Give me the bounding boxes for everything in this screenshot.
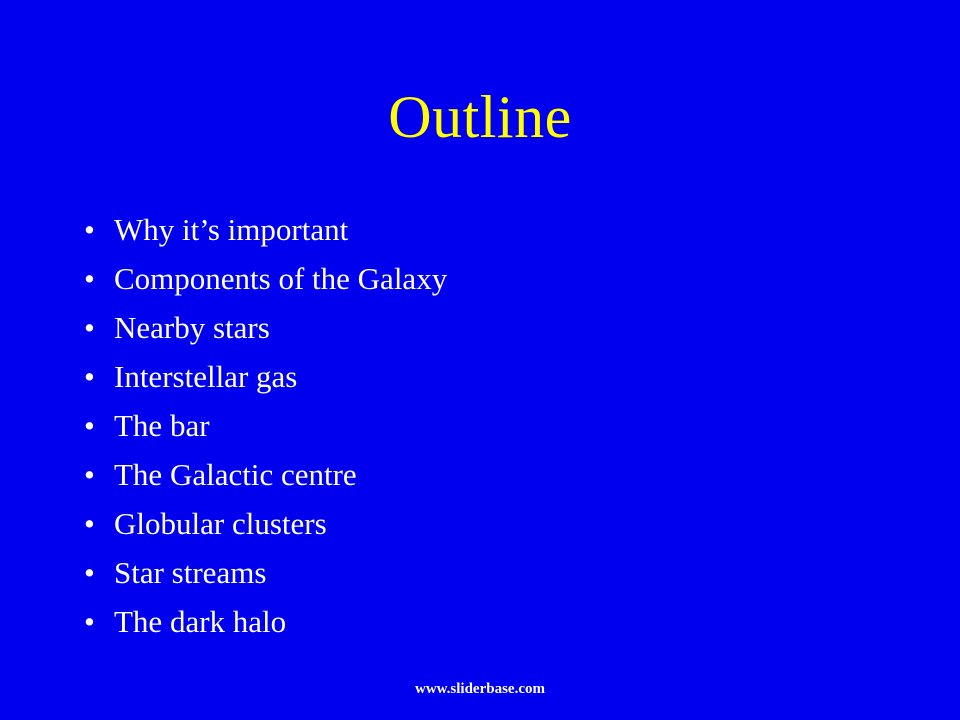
list-item-label: Components of the Galaxy <box>114 261 448 296</box>
bullet-dot-icon: • <box>84 408 95 443</box>
bullet-dot-icon: • <box>84 212 95 247</box>
list-item-label: Interstellar gas <box>114 359 298 394</box>
list-item <box>72 499 872 548</box>
list-item <box>72 450 872 499</box>
bullet-dot-icon: • <box>84 261 95 296</box>
list-item <box>72 254 872 303</box>
list-item-label: The Galactic centre <box>114 457 357 492</box>
list-item <box>72 548 872 597</box>
bullet-dot-icon: • <box>84 506 95 541</box>
bullet-dot-icon: • <box>84 604 95 639</box>
bullet-dot-icon: • <box>84 310 95 345</box>
bullet-dot-icon: • <box>84 359 95 394</box>
page-title: Outline <box>388 84 572 150</box>
list-item <box>72 303 872 352</box>
list-item-label: Globular clusters <box>114 506 327 541</box>
list-item <box>72 205 872 254</box>
list-item-label: The bar <box>114 408 210 443</box>
list-item-label: Nearby stars <box>114 310 270 345</box>
list-item-label: Star streams <box>114 555 267 590</box>
list-item <box>72 401 872 450</box>
list-item-label: The dark halo <box>114 604 287 639</box>
footer-watermark: www.sliderbase.com <box>415 681 545 697</box>
list-item-label: Why it’s important <box>114 212 349 247</box>
list-item <box>72 597 872 646</box>
bullet-dot-icon: • <box>84 555 95 590</box>
bullet-dot-icon: • <box>84 457 95 492</box>
bullet-list <box>72 205 872 646</box>
list-item <box>72 352 872 401</box>
